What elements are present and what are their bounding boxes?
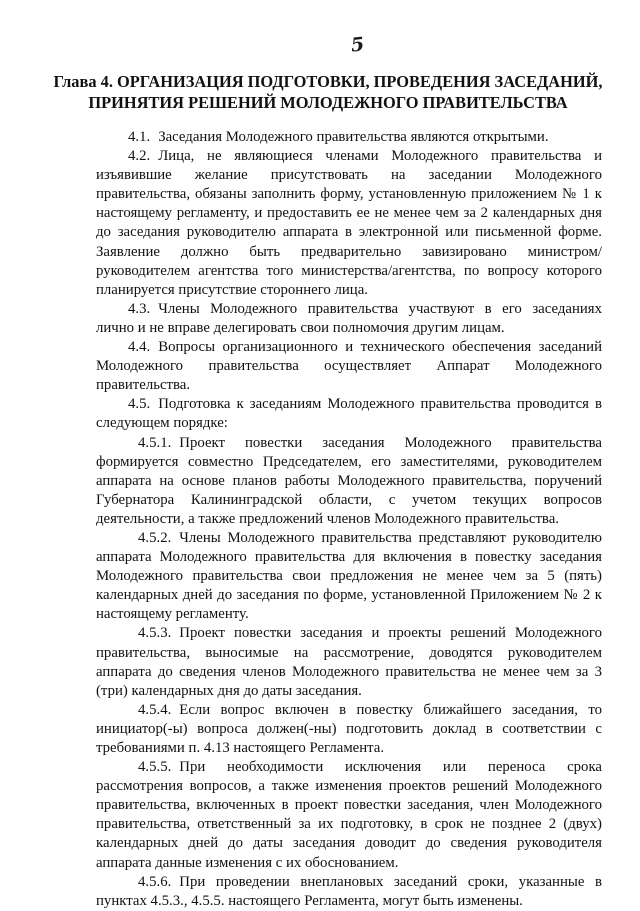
paragraph-number: 4.5. — [128, 396, 151, 413]
paragraph-text: Проект повестки заседания и проекты решений Молодежного правительства, выносимые на рассмотрение, доводятся руководителем аппарата до сведения членов Молодежного правительства не менее чем за 3 (три) календарных дня до даты заседания. — [96, 625, 602, 699]
paragraph-4-5-2 — [96, 529, 602, 624]
paragraph-text: Лица, не являющиеся членами Молодежного правительства и изъявившие желание присутствовать на заседании Молодежного правительства, обязаны заполнить форму, установленную приложением № 1 к настоящему регламенту, и предоставить ее не менее чем за 2 календарных дня до заседания руководителю аппарата в электронной или письменной форме. Заявление должно быть предварительно завизировано министром/руководителем агентства того министерства/агентства, по вопросу которого планируется присутствие стороннего лица. — [96, 148, 602, 298]
paragraph-4-5-6 — [96, 873, 602, 911]
paragraph-text: Подготовка к заседаниям Молодежного правительства проводится в следующем порядке: — [96, 396, 602, 432]
paragraph-text: При необходимости исключения или переноса срока рассмотрения вопросов, а также изменения проектов решений Молодежного правительства, включенных в проект повестки заседания, член Молодежного правительства, ответственный за их подготовку, в срок не позднее 2 (двух) календарных дней до даты заседания доводит до сведения руководителя аппарата данные изменения с их обоснованием. — [96, 759, 602, 871]
paragraph-4-5-4 — [96, 701, 602, 758]
paragraph-text: Проект повестки заседания Молодежного правительства формируется совместно Председателем, его заместителями, руководителем аппарата на основе планов работы Молодежного правительства, поручений Губернатора Калининградской области, с учетом текущих вопросов деятельности, а также предложений членов Молодежного правительства. — [96, 434, 602, 527]
paragraph-number: 4.5.2. — [138, 529, 172, 546]
paragraph-number: 4.5.3. — [138, 625, 172, 642]
paragraph-text: Заседания Молодежного правительства являются открытыми. — [158, 129, 549, 145]
document-body — [96, 128, 602, 911]
paragraph-4-1 — [96, 128, 602, 147]
paragraph-text: Если вопрос включен в повестку ближайшего заседания, то инициатор(-ы) вопроса должен(-ны) подготовить доклад в соответствии с требованиями п. 4.13 настоящего Регламента. — [96, 701, 602, 756]
paragraph-4-4 — [96, 338, 602, 395]
paragraph-text: Члены Молодежного правительства участвуют в его заседаниях лично и не вправе делегировать свои полномочия другим лицам. — [96, 300, 602, 336]
paragraph-number: 4.5.4. — [138, 701, 172, 718]
paragraph-text: Вопросы организационного и технического обеспечения заседаний Молодежного правительства осуществляет Аппарат Молодежного правительства. — [96, 339, 602, 394]
chapter-heading-line-2: ПРИНЯТИЯ РЕШЕНИЙ МОЛОДЕЖНОГО ПРАВИТЕЛЬСТВА — [88, 93, 568, 112]
paragraph-number: 4.2. — [128, 148, 151, 165]
paragraph-text: При проведении внеплановых заседаний сроки, указанные в пунктах 4.5.3., 4.5.5. настоящего Регламента, могут быть изменены. — [96, 873, 602, 909]
paragraph-number: 4.4. — [128, 339, 151, 356]
paragraph-number: 4.3. — [128, 300, 151, 317]
paragraph-4-5 — [96, 395, 602, 433]
paragraph-number: 4.1. — [128, 129, 151, 145]
paragraph-number: 4.5.1. — [138, 434, 172, 451]
paragraph-number: 4.5.6. — [138, 873, 172, 890]
paragraph-4-5-5 — [96, 758, 602, 873]
paragraph-4-5-1 — [96, 434, 602, 529]
paragraph-4-5-3 — [96, 624, 602, 700]
page-number: 5 — [349, 33, 366, 57]
chapter-heading-line-1: Глава 4. ОРГАНИЗАЦИЯ ПОДГОТОВКИ, ПРОВЕДЕНИЯ ЗАСЕДАНИЙ, — [53, 72, 603, 91]
paragraph-text: Члены Молодежного правительства представляют руководителю аппарата Молодежного правительства для включения в повестку заседания Молодежного правительства свои предложения не менее чем за 5 (пять) календарных дней до заседания по форме, установленной Приложением № 2 к настоящему регламенту. — [96, 529, 602, 623]
paragraph-number: 4.5.5. — [138, 759, 172, 776]
chapter-heading — [48, 71, 608, 113]
paragraph-4-2 — [96, 147, 602, 300]
paragraph-4-3 — [96, 300, 602, 338]
